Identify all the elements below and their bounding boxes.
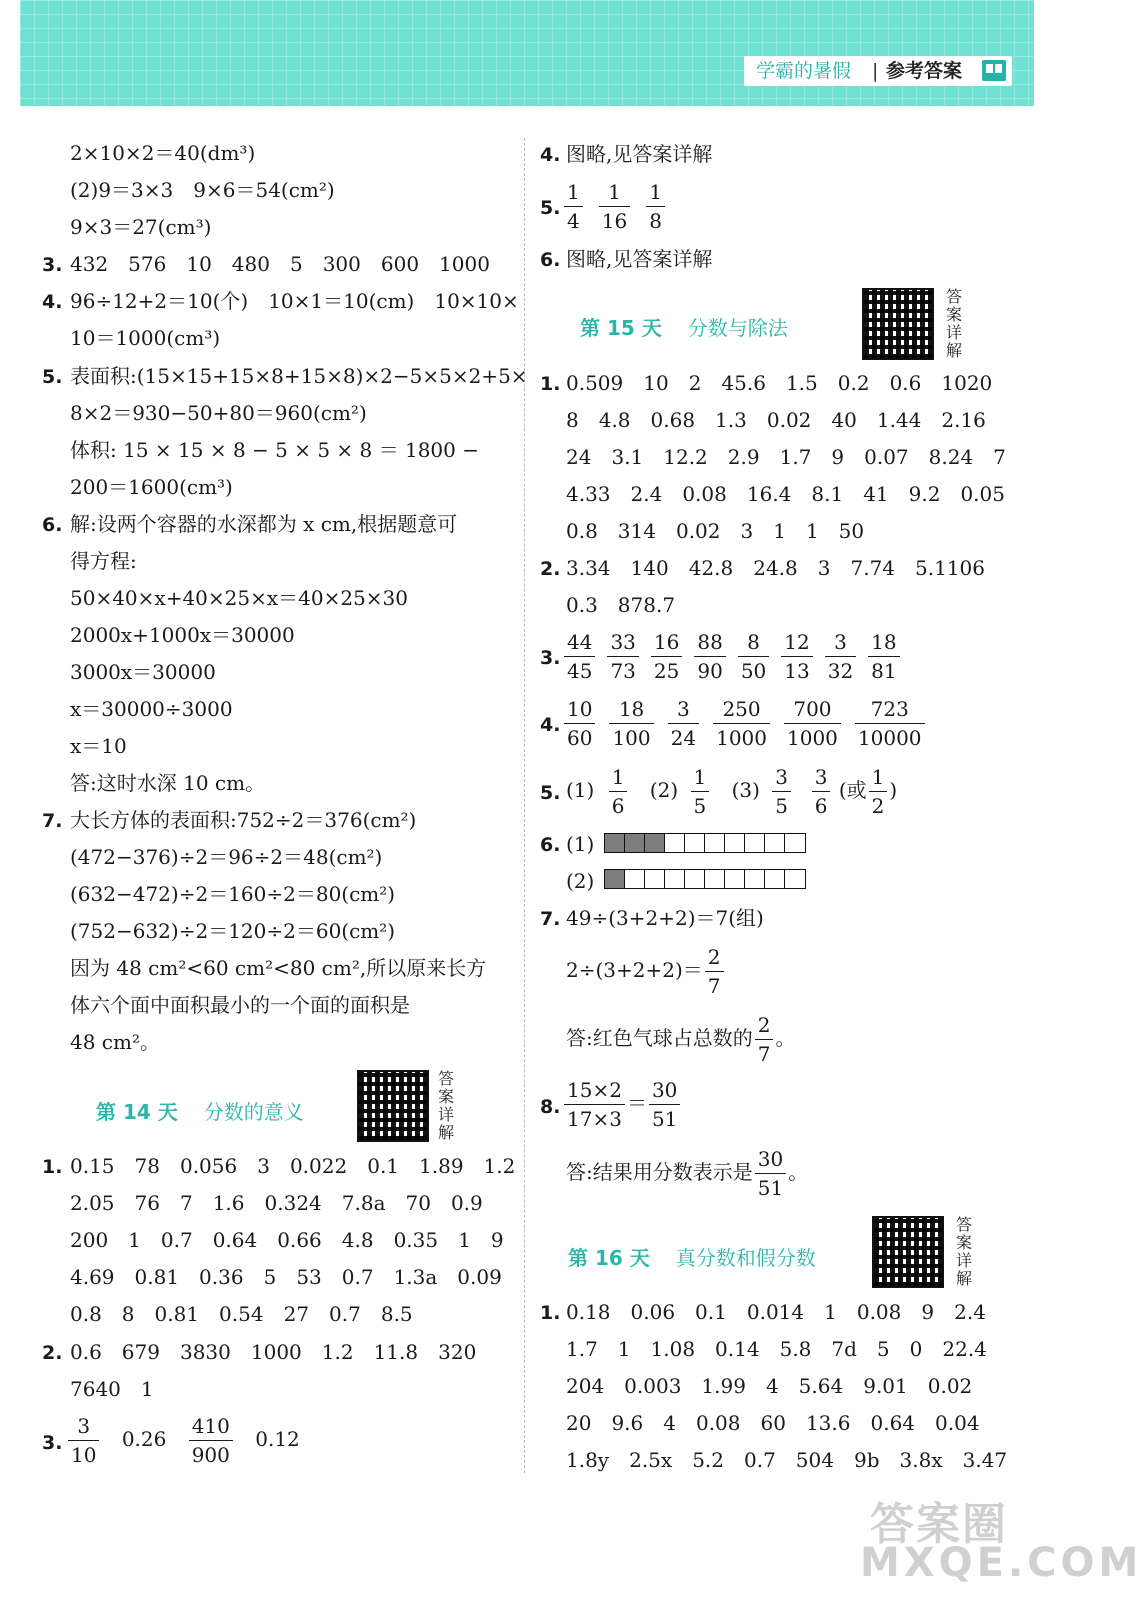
header-banner	[20, 0, 1034, 106]
question-number: 1.	[42, 1156, 63, 1178]
bar-cell-filled	[645, 834, 665, 852]
answer-line: 48 cm²。	[70, 1030, 160, 1054]
answer-line	[562, 178, 667, 235]
question-number: 6.	[540, 834, 561, 856]
question-number: 2.	[540, 558, 561, 580]
answer-line: 2000x+1000x＝30000	[70, 623, 295, 647]
answer-line: 200 1 0.7 0.64 0.66 4.8 0.35 1 9	[70, 1228, 504, 1252]
question-number: 3.	[42, 1432, 63, 1454]
bar-cell-empty	[785, 870, 805, 888]
answer-line: 4.69 0.81 0.36 5 53 0.7 1.3a 0.09	[70, 1265, 502, 1289]
answer-line: 1.7 1 1.08 0.14 5.8 7d 5 0 22.4	[566, 1337, 987, 1361]
book-icon	[982, 60, 1006, 81]
answer-line: 8×2＝930−50+80＝960(cm²)	[70, 401, 367, 425]
bar-cell-filled	[605, 870, 625, 888]
question-number: 7.	[42, 810, 63, 832]
fraction: $\frac{3}{10}$	[68, 1412, 99, 1469]
answer-line: 2.05 76 7 1.6 0.324 7.8a 70 0.9	[70, 1191, 483, 1215]
answer-line: 9×3＝27(cm³)	[70, 215, 212, 239]
watermark-logo: 答案圈	[870, 1499, 1008, 1550]
answer-line: 4.33 2.4 0.08 16.4 8.1 41 9.2 0.05	[566, 482, 1005, 506]
fraction: $\frac{1}{4}$	[564, 178, 583, 235]
fraction: $\frac{15\times 2}{17\times 3}$	[564, 1076, 625, 1133]
fraction: $\frac{8}{50}$	[738, 628, 769, 685]
fraction: $\frac{33}{73}$	[607, 628, 638, 685]
answer-line: 3000x＝30000	[70, 660, 216, 684]
part-label: (2)	[566, 869, 595, 893]
header-left-label: 学霸的暑假	[756, 60, 852, 82]
question-number: 7.	[540, 908, 561, 930]
qr-code-icon[interactable]	[872, 1216, 944, 1288]
answer-line: 解:设两个容器的水深都为 x cm,根据题意可	[70, 512, 458, 536]
fraction: $\frac{700}{1000}$	[784, 695, 841, 752]
answer-line: 大长方体的表面积:752÷2＝376(cm²)	[70, 808, 417, 832]
answer-line: 204 0.003 1.99 4 5.64 9.01 0.02	[566, 1374, 973, 1398]
answer-line: 图略,见答案详解	[566, 142, 713, 166]
answer-line: x＝30000÷3000	[70, 697, 233, 721]
bar-cell-empty	[705, 834, 725, 852]
answer-line: 0.6 679 3830 1000 1.2 11.8 320	[70, 1340, 477, 1364]
part-label: (1)	[566, 832, 595, 856]
answer-line: 体六个面中面积最小的一个面的面积是	[70, 993, 410, 1017]
bar-cell-empty	[645, 870, 665, 888]
answer-line	[562, 695, 927, 752]
question-number: 6.	[42, 514, 63, 536]
answer-line: (1) $\frac{1}{6}$ (2) $\frac{1}{5}$ (3) $\frac{3}{5}$ $\frac{3}{6}$ (或 $\frac{1}{2}$ )	[566, 765, 898, 818]
question-number: 4.	[540, 144, 561, 166]
fraction: $\frac{88}{90}$	[694, 628, 725, 685]
bar-cell-empty	[745, 870, 765, 888]
bar-cell-empty	[725, 870, 745, 888]
question-number: 2.	[42, 1342, 63, 1364]
fraction: $\frac{10}{60}$	[564, 695, 595, 752]
question-number: 4.	[540, 714, 561, 736]
answer-line: 表面积:(15×15+15×8+15×8)×2−5×5×2+5×	[70, 364, 528, 388]
answer-line: 0.8 8 0.81 0.54 27 0.7 8.5	[70, 1302, 413, 1326]
fraction: $\frac{30}{51}$	[755, 1145, 786, 1202]
answer-line: 96÷12+2＝10(个) 10×1＝10(cm) 10×10×	[70, 289, 519, 313]
fraction: $\frac{3}{24}$	[668, 695, 699, 752]
qr-label: 答案详解	[946, 287, 963, 360]
section-day: 第 15 天	[580, 316, 662, 340]
qr-code-icon[interactable]	[357, 1070, 429, 1142]
answer-line: 答:结果用分数表示是 $\frac{30}{51}$ 。	[566, 1147, 809, 1200]
fraction: $\frac{1}{6}$	[609, 763, 628, 820]
answer-line: 0.18 0.06 0.1 0.014 1 0.08 9 2.4	[566, 1300, 986, 1324]
question-number: 5.	[540, 782, 561, 804]
answer-line: 20 9.6 4 0.08 60 13.6 0.64 0.04	[566, 1411, 980, 1435]
fraction: $\frac{12}{13}$	[781, 628, 812, 685]
answer-line: (472−376)÷2＝96÷2＝48(cm²)	[70, 845, 383, 869]
section-title-day15	[580, 312, 788, 341]
question-number: 8.	[540, 1096, 561, 1118]
fraction: $\frac{3}{32}$	[825, 628, 856, 685]
bar-cell-empty	[705, 870, 725, 888]
fraction-bar-1	[604, 833, 806, 853]
watermark-url: MXQE.COM	[860, 1540, 1142, 1586]
answer-line: 体积: 15 × 15 × 8 − 5 × 5 × 8 ＝ 1800 −	[70, 438, 479, 462]
question-number: 3.	[42, 254, 63, 276]
answer-line: 50×40×x+40×25×x＝40×25×30	[70, 586, 409, 610]
fraction: $\frac{1}{16}$	[599, 178, 630, 235]
section-topic: 真分数和假分数	[675, 1246, 816, 1270]
answer-line: 1.8y 2.5x 5.2 0.7 504 9b 3.8x 3.47	[566, 1448, 1008, 1472]
answer-line: 3.34 140 42.8 24.8 3 7.74 5.1106	[566, 556, 986, 580]
section-title-day16	[568, 1242, 816, 1271]
header-label-box	[744, 56, 1012, 86]
bar-cell-empty	[765, 834, 785, 852]
bar-cell-filled	[605, 834, 625, 852]
answer-line: 200＝1600(cm³)	[70, 475, 233, 499]
section-day: 第 16 天	[568, 1246, 650, 1270]
answer-line: 10＝1000(cm³)	[70, 326, 221, 350]
bar-cell-empty	[685, 834, 705, 852]
fraction: $\frac{18}{81}$	[868, 628, 899, 685]
section-day: 第 14 天	[96, 1100, 178, 1124]
bar-cell-empty	[785, 834, 805, 852]
fraction: $\frac{3}{6}$	[812, 763, 831, 820]
fraction: $\frac{1}{5}$	[691, 763, 710, 820]
question-number: 4.	[42, 291, 63, 313]
answer-line: (752−632)÷2＝120÷2＝60(cm²)	[70, 919, 396, 943]
fraction: $\frac{250}{1000}$	[713, 695, 770, 752]
fraction-bar-2	[604, 869, 806, 889]
column-divider	[524, 138, 525, 1473]
answer-line: 432 576 10 480 5 300 600 1000	[70, 252, 490, 276]
answer-line: 0.509 10 2 45.6 1.5 0.2 0.6 1020	[566, 371, 993, 395]
qr-code-icon[interactable]	[862, 288, 934, 360]
fraction: $\frac{16}{25}$	[651, 628, 682, 685]
bar-cell-filled	[625, 834, 645, 852]
answer-line: 答:这时水深 10 cm。	[70, 771, 266, 795]
bar-cell-empty	[665, 870, 685, 888]
fraction: $\frac{30}{51}$	[649, 1076, 680, 1133]
bar-cell-empty	[625, 870, 645, 888]
answer-line: 因为 48 cm²<60 cm²<80 cm²,所以原来长方	[70, 956, 487, 980]
bar-cell-empty	[725, 834, 745, 852]
fraction: $\frac{2}{7}$	[755, 1011, 774, 1068]
qr-label: 答案详解	[438, 1069, 455, 1142]
answer-line: $\frac{3}{10}$ 0.26 $\frac{410}{900}$ 0.12	[66, 1412, 300, 1469]
section-topic: 分数的意义	[203, 1100, 304, 1124]
answer-line: 答:红色气球占总数的 $\frac{2}{7}$ 。	[566, 1013, 796, 1066]
fraction: $\frac{2}{7}$	[705, 943, 724, 1000]
answer-line: 8 4.8 0.68 1.3 0.02 40 1.44 2.16	[566, 408, 986, 432]
fraction: $\frac{1}{8}$	[646, 178, 665, 235]
answer-line: 49÷(3+2+2)＝7(组)	[566, 906, 764, 930]
header-separator: |	[872, 60, 879, 82]
answer-line: $\frac{15\times 2}{17\times 3}$ ＝ $\frac{30}{51}$	[562, 1076, 682, 1133]
answer-line: x＝10	[70, 734, 127, 758]
fraction: $\frac{410}{900}$	[189, 1412, 233, 1469]
question-number: 1.	[540, 1302, 561, 1324]
answer-line: (2)9＝3×3 9×6＝54(cm²)	[70, 178, 335, 202]
question-number: 6.	[540, 249, 561, 271]
answer-line: 0.8 314 0.02 3 1 1 50	[566, 519, 865, 543]
answer-line: (632−472)÷2＝160÷2＝80(cm²)	[70, 882, 396, 906]
fraction: $\frac{18}{100}$	[609, 695, 653, 752]
section-title-day14	[96, 1096, 304, 1125]
answer-line: 0.15 78 0.056 3 0.022 0.1 1.89 1.2	[70, 1154, 516, 1178]
question-number: 1.	[540, 373, 561, 395]
bar-cell-empty	[685, 870, 705, 888]
qr-label: 答案详解	[956, 1215, 973, 1288]
fraction: $\frac{723}{10000}$	[855, 695, 925, 752]
answer-line: 0.3 878.7	[566, 593, 676, 617]
question-number: 5.	[540, 197, 561, 219]
bar-cell-empty	[765, 870, 785, 888]
fraction: $\frac{1}{2}$	[869, 763, 888, 820]
answer-line: 图略,见答案详解	[566, 247, 713, 271]
bar-cell-empty	[665, 834, 685, 852]
answer-line: 7640 1	[70, 1377, 154, 1401]
answer-line: 2÷(3+2+2)＝ $\frac{2}{7}$	[566, 943, 726, 1000]
question-number: 3.	[540, 647, 561, 669]
answer-line: 得方程:	[70, 549, 137, 573]
fraction: $\frac{44}{45}$	[564, 628, 595, 685]
answer-line: 24 3.1 12.2 2.9 1.7 9 0.07 8.24 7	[566, 445, 1006, 469]
header-right-label: 参考答案	[886, 60, 963, 82]
answer-line: 2×10×2＝40(dm³)	[70, 141, 256, 165]
section-topic: 分数与除法	[687, 316, 788, 340]
answer-line	[562, 628, 902, 685]
bar-cell-empty	[745, 834, 765, 852]
fraction: $\frac{3}{5}$	[772, 763, 791, 820]
question-number: 5.	[42, 366, 63, 388]
